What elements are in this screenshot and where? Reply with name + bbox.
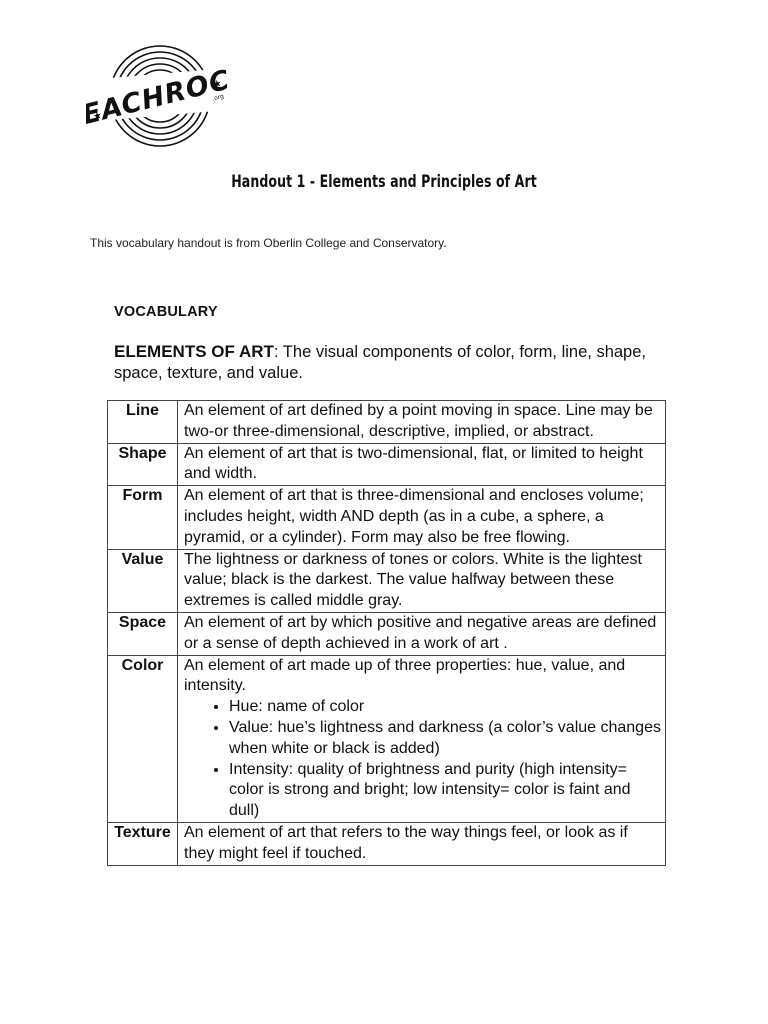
term-cell: Space: [108, 612, 178, 655]
vocabulary-table: [107, 400, 666, 866]
definition-cell: An element of art that is three-dimensional and encloses volume; includes height, width AND depth (as in a cube, a sphere, a pyramid, or a cylinder). Form may also be free flowing.: [178, 486, 666, 549]
teachrock-logo: [86, 38, 228, 150]
list-item: • Value: hue’s lightness and darkness (a color’s value changes when white or black is added): [229, 718, 661, 760]
page-title: Handout 1 - Elements and Principles of Art: [231, 172, 537, 192]
logo-suffix: .org: [211, 92, 225, 103]
table-row: [108, 655, 666, 822]
elements-intro-label: ELEMENTS OF ART: [114, 342, 274, 361]
table-row: [108, 612, 666, 655]
list-item: • Hue: name of color: [229, 697, 661, 718]
definition-cell: An element of art that refers to the way things feel, or look as if they might feel if touched.: [178, 822, 666, 865]
table-row: [108, 822, 666, 865]
table-row: [108, 401, 666, 444]
table-row: [108, 443, 666, 486]
color-properties-list: [184, 697, 661, 822]
logo-star-right-icon: ★: [211, 78, 224, 91]
table-row: [108, 549, 666, 612]
teachrock-logo-graphic: [86, 38, 228, 150]
term-cell: Shape: [108, 443, 178, 486]
logo-wordmark: TEACHROCK: [86, 59, 228, 136]
vocabulary-heading: VOCABULARY: [114, 304, 218, 320]
definition-cell: [178, 655, 666, 822]
definition-cell: An element of art that is two-dimensional, flat, or limited to height and width.: [178, 443, 666, 486]
term-cell: Line: [108, 401, 178, 444]
color-definition-text: An element of art made up of three properties: hue, value, and intensity.: [184, 656, 626, 695]
definition-cell: An element of art by which positive and negative areas are defined or a sense of depth achieved in a work of art .: [178, 612, 666, 655]
term-cell: Color: [108, 655, 178, 822]
definition-cell: An element of art defined by a point moving in space. Line may be two-or three-dimensional, descriptive, implied, or abstract.: [178, 401, 666, 444]
term-cell: Value: [108, 549, 178, 612]
table-row: [108, 486, 666, 549]
term-cell: Texture: [108, 822, 178, 865]
elements-intro-text: : The visual components of color, form, line, shape, space, texture, and value.: [114, 343, 646, 382]
definition-cell: The lightness or darkness of tones or colors. White is the lightest value; black is the darkest. The value halfway between these extremes is called middle gray.: [178, 549, 666, 612]
elements-intro: [114, 341, 674, 384]
logo-star-left-icon: ★: [91, 110, 104, 123]
list-item: • Intensity: quality of brightness and purity (high intensity= color is strong and bright; low intensity= color is faint and dull): [229, 760, 661, 822]
term-cell: Form: [108, 486, 178, 549]
intro-text: This vocabulary handout is from Oberlin College and Conservatory.: [90, 236, 447, 250]
